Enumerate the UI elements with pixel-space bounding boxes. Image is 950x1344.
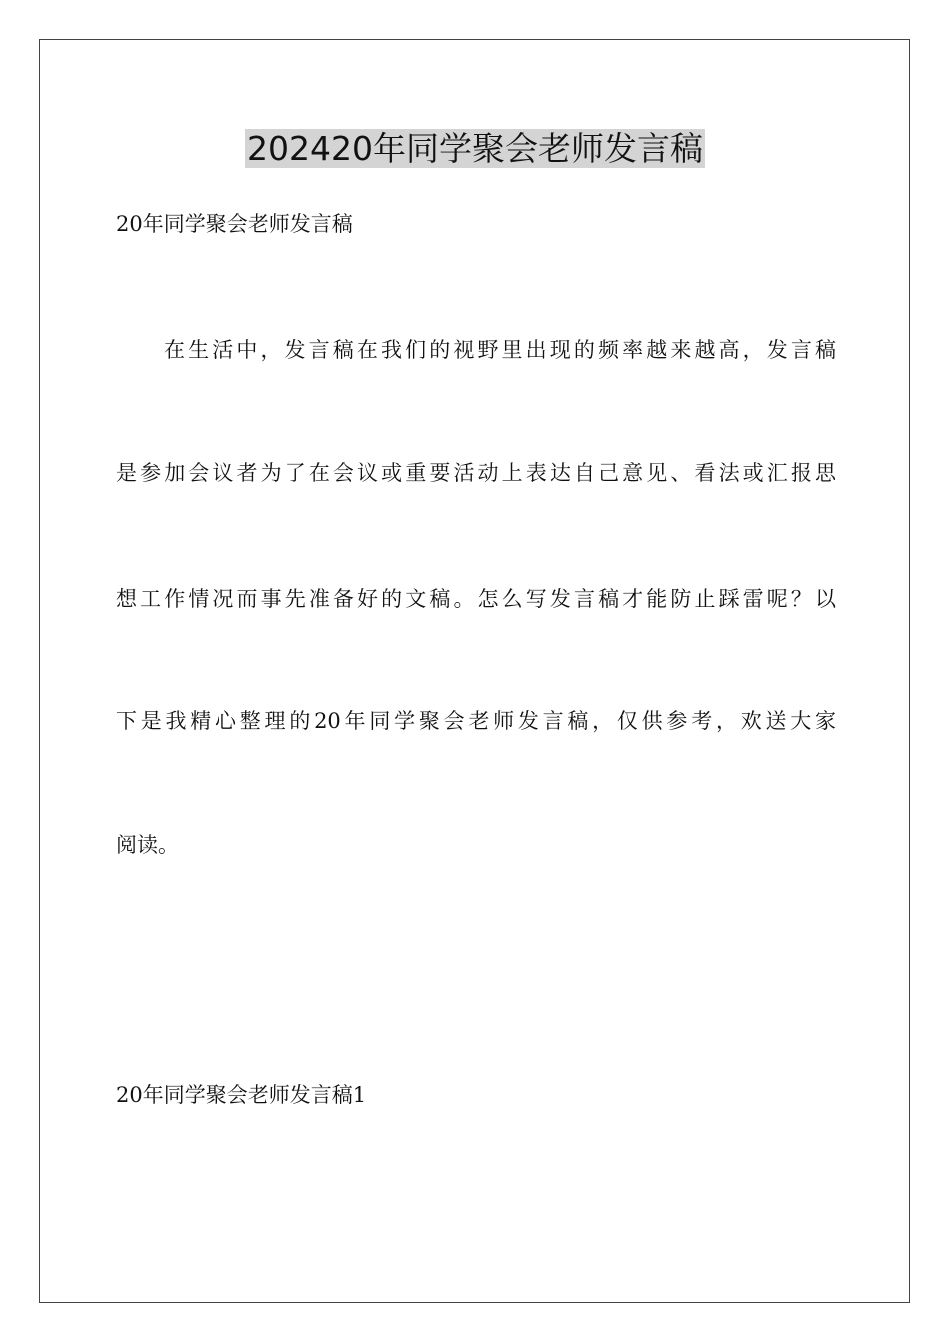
document-title-text: 202420年同学聚会老师发言稿: [247, 129, 703, 168]
intro-line-5: 阅读。: [116, 833, 179, 857]
section-heading: 20年同学聚会老师发言稿1: [116, 1083, 367, 1107]
document-title: [0, 122, 950, 176]
intro-line-4: 下是我精心整理的20年同学聚会老师发言稿，仅供参考，欢送大家: [116, 709, 836, 733]
intro-line-1: 在生活中，发言稿在我们的视野里出现的频率越来越高，发言稿: [164, 338, 836, 362]
intro-line-2: 是参加会议者为了在会议或重要活动上表达自己意见、看法或汇报思: [116, 461, 836, 485]
document-subtitle: 20年同学聚会老师发言稿: [116, 212, 353, 236]
intro-line-3: 想工作情况而事先准备好的文稿。怎么写发言稿才能防止踩雷呢？以: [116, 587, 836, 611]
